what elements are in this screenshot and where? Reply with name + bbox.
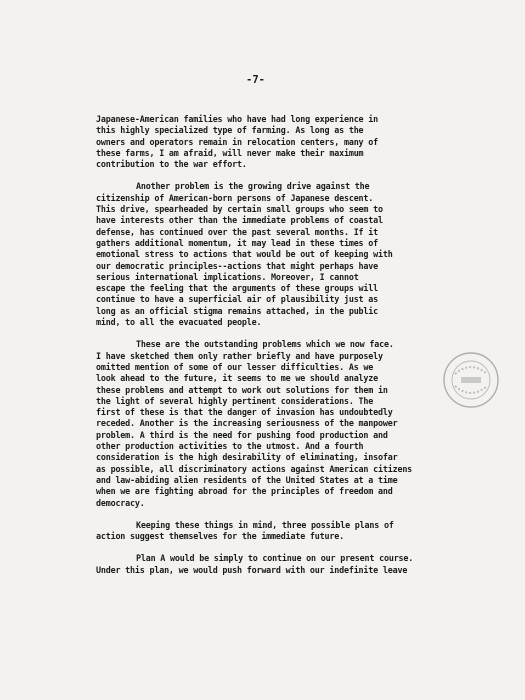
text-line: these problems and attempt to work out solutions for them in [96,384,388,395]
text-line: these farms, I am afraid, will never make their maximum [96,147,364,158]
text-line: as possible, all discriminatory actions against American citizens [96,463,413,474]
text-line: our democratic principles--actions that might perhaps have [96,260,379,271]
text-line: look ahead to the future, it seems to me we should analyze [96,373,379,384]
text-line: action suggest themselves for the immediate future. [96,531,344,542]
text-line: and law-abiding alien residents of the United States at a time [96,474,398,485]
text-line: This drive, spearheaded by certain small groups who seem to [96,204,383,215]
text-line: omitted mention of some of our lesser difficulties. As we [96,361,374,372]
text-line: receded. Another is the increasing seriousness of the manpower [96,418,398,429]
page-number: -7- [246,74,265,86]
text-line: the light of several highly pertinent considerations. The [96,395,374,406]
text-line: first of these is that the danger of invasion has undoubtedly [96,407,393,418]
text-line: when we are fighting abroad for the principles of freedom and [96,486,393,497]
text-line: consideration is the high desirability of eliminating, insofar [96,452,398,463]
text-line: These are the outstanding problems which we now face. [136,339,394,350]
text-line: Plan A would be simply to continue on our present course. [136,553,414,564]
text-line: Under this plan, we would push forward with our indefinite leave [96,564,408,575]
text-line: Japanese-American families who have had long experience in [96,114,379,124]
text-line: continue to have a superficial air of plausibility just as [96,294,379,305]
text-line: emotional stress to actions that would be out of keeping with [96,249,393,260]
text-line: democracy. [96,497,145,508]
text-line: long as an official stigma remains attached, in the public [96,305,379,316]
text-line: citizenship of American-born persons of Japanese descent. [96,192,374,203]
text-line: have interests other than the immediate problems of coastal [96,215,383,226]
text-line: Another problem is the growing drive against the [136,181,370,192]
text-line: gathers additional momentum, it may lead in these times of [96,237,379,248]
paragraph [96,114,436,170]
paragraph [96,339,436,508]
document-body [96,114,436,587]
text-line: owners and operators remain in relocation centers, many of [96,136,379,147]
archive-stamp [441,350,501,410]
text-line: serious international implications. Moreover, I cannot [96,271,359,282]
text-line: this highly specialized type of farming. As long as the [96,125,364,136]
text-line: problem. A third is the need for pushing food production and [96,429,388,440]
text-line: other production activities to the utmost. And a fourth [96,441,364,452]
text-line: escape the feeling that the arguments of these groups will [96,283,379,294]
paragraph [96,181,436,328]
paragraph [96,520,436,543]
text-line: mind, to all the evacuated people. [96,317,262,328]
paragraph [96,553,436,576]
text-line: defense, has continued over the past several months. If it [96,226,379,237]
text-line: contribution to the war effort. [96,159,247,170]
text-line: Keeping these things in mind, three possible plans of [136,519,394,530]
text-line: I have sketched them only rather briefly and have purposely [96,350,383,361]
